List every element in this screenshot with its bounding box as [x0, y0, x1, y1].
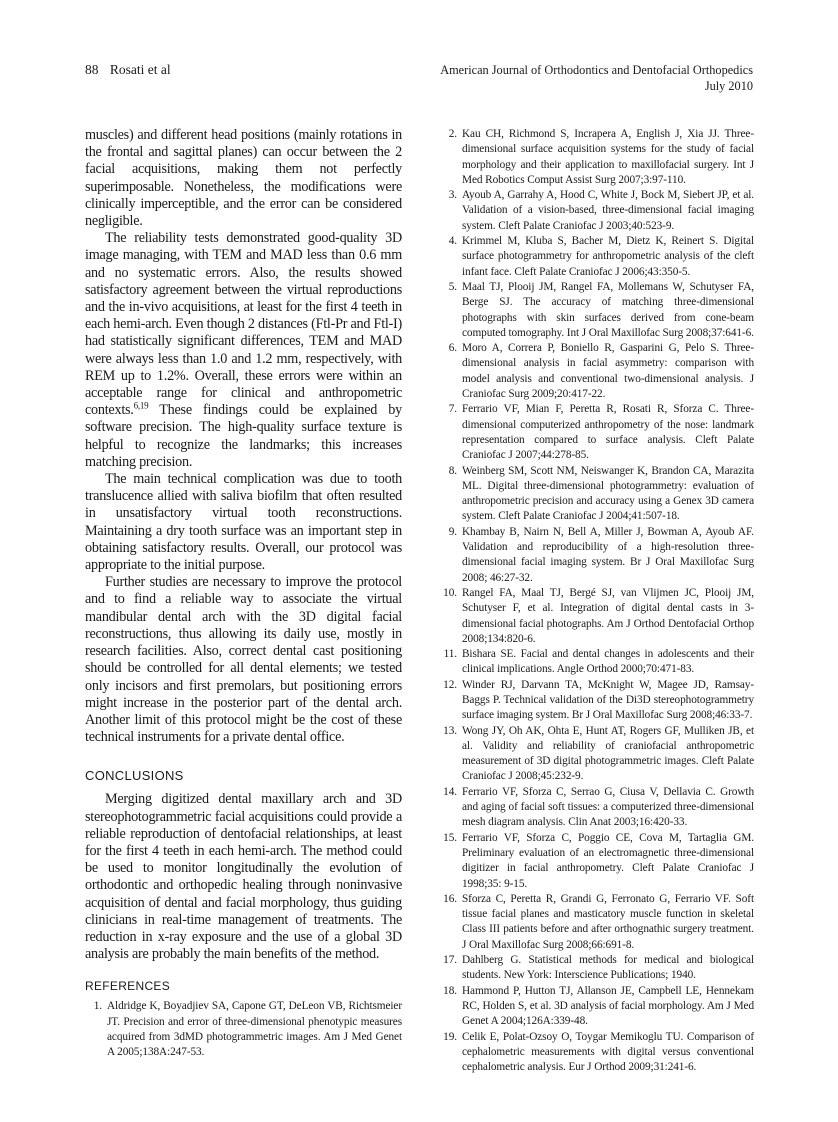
- reference-number: 6.: [448, 342, 457, 355]
- reference-text: Moro A, Correra P, Boniello R, Gasparini G, Pelo S. Three-dimensional analysis in facial asymmetry: comparison with model analysis and conventional two-dimensional analysis. J Craniofac Surg 2009;20:417-22.: [462, 342, 754, 401]
- reference-item: [440, 678, 754, 724]
- reference-number: 4.: [448, 235, 457, 248]
- conclusions-heading: CONCLUSIONS: [85, 768, 184, 784]
- reference-text: Celik E, Polat-Ozsoy O, Toygar Memikoglu TU. Comparison of cephalometric measurements with digital versus conventional cephalometric analysis. Eur J Orthod 2009;31:241-6.: [462, 1030, 754, 1074]
- conclusions-paragraph: Merging digitized dental maxillary arch and 3D stereophotogrammetric facial acquisitions could provide a reliable reproduction of dentofacial relationships, at least for the first 4 teeth in each hemi-arch. The method could be used to monitor longitudinally the evolution of orthodontic and orthopedic healing through noninvasive acquisition of dental and facial morphology, thus guiding clinicians in real-time management of treatments. The reduction in x-ray exposure and the use of a global 3D analysis are probably the main benefits of the method.: [85, 791, 402, 963]
- reference-text: Sforza C, Peretta R, Grandi G, Ferronato G, Ferrario VF. Soft tissue facial planes and masticatory muscle function in skeletal Class III patients before and after orthognathic surgery treatment. J Oral Maxillofac Surg 2008;66:691-8.: [462, 892, 754, 951]
- reference-item: [440, 586, 754, 647]
- reference-text: Kau CH, Richmond S, Incrapera A, English J, Xia JJ. Three-dimensional surface acquisition systems for the study of facial morphology and their application to maxillofacial surgery. Int J Med Robotics Comput Assist Surg 2007;3:97-110.: [462, 128, 754, 186]
- reference-item: [440, 953, 754, 984]
- reference-number: 3.: [448, 189, 457, 202]
- issue-date: July 2010: [704, 78, 753, 93]
- reference-item: [440, 464, 754, 525]
- running-header-left: [85, 62, 171, 78]
- reference-number: 11.: [443, 648, 457, 661]
- reference-number: 10.: [443, 586, 457, 599]
- reference-text: Wong JY, Oh AK, Ohta E, Hunt AT, Rogers GF, Mulliken JB, et al. Validity and reliability of craniofacial anthropometric measurement of 3D digital photogrammetric images. Cleft Palate Craniofac J 2008;45:232-9.: [462, 724, 754, 783]
- reference-number: 16.: [443, 892, 457, 905]
- reference-number: 8.: [448, 464, 457, 477]
- reference-item: [440, 234, 754, 280]
- reference-item: [440, 1030, 754, 1076]
- reference-number: 14.: [443, 785, 457, 798]
- reference-item: [440, 724, 754, 785]
- body-paragraph: Further studies are necessary to improve the protocol and to find a reliable way to associate the virtual mandibular dental arch with the 3D digital facial reconstructions, thus allowing its daily use, mostly in research facilities. Also, correct dental cast positioning should be controlled for all dental elements; we tested only incisors and first premolars, but positioning errors might increase in the posterior part of the dental arch. Another limit of this protocol might be the cost of these technical instruments for a private dental office.: [85, 574, 402, 746]
- left-column: [85, 127, 402, 1061]
- reference-text: Khambay B, Nairn N, Bell A, Miller J, Bowman A, Ayoub AF. Validation and reproducibility of a high-resolution three-dimensional facial imaging system. Br J Oral Maxillofac Surg 2008; 46:27-32.: [462, 525, 754, 584]
- reference-number: 12.: [443, 678, 457, 691]
- running-header-right: [440, 63, 753, 94]
- reference-number: 18.: [443, 984, 457, 997]
- citation: 6,19: [133, 400, 149, 411]
- reference-item: [440, 785, 754, 831]
- reference-number: 15.: [443, 831, 457, 844]
- text: These findings could be explained by software precision. The high-quality surface texture is helpful to recognize the landmarks; this increases matching precision.: [85, 402, 402, 470]
- reference-item: [440, 647, 754, 678]
- reference-number: 19.: [443, 1030, 457, 1043]
- reference-number: 9.: [448, 525, 457, 538]
- body-paragraph: The main technical complication was due to tooth translucence allied with saliva biofilm that often resulted in unsatisfactory virtual tooth reconstructions. Maintaining a dry tooth surface was an important step in obtaining satisfactory results. Overall, our protocol was appropriate to the initial purpose.: [85, 471, 402, 574]
- reference-item: [440, 984, 754, 1030]
- reference-text: Weinberg SM, Scott NM, Neiswanger K, Brandon CA, Marazita ML. Digital three-dimensional photogrammetry: evaluation of anthropometric precision and accuracy using a Genex 3D camera system. Cleft Palate Craniofac J 2004;41:507-18.: [462, 464, 754, 523]
- reference-item: [440, 280, 754, 341]
- reference-item: [440, 341, 754, 402]
- reference-item: [440, 831, 754, 892]
- reference-text: Winder RJ, Darvann TA, McKnight W, Magee JD, Ramsay-Baggs P. Technical validation of the Di3D stereophotogrammetry surface imaging system. Br J Oral Maxillofac Surg 2008;46:33-7.: [462, 678, 754, 722]
- reference-text: Rangel FA, Maal TJ, Bergé SJ, van Vlijmen JC, Plooij JM, Schutyser F, et al. Integration of digital dental casts in 3-dimensional facial photographs. Am J Orthod Dentofacial Orthop 2008;134:820-6.: [462, 586, 754, 645]
- reference-text: Aldridge K, Boyadjiev SA, Capone GT, DeLeon VB, Richtsmeier JT. Precision and error of three-dimensional phenotypic measures acquired from 3dMD photogrammetric images. Am J Med Genet A 2005;138A:247-53.: [107, 1000, 402, 1059]
- reference-item: [440, 127, 754, 188]
- reference-text: Krimmel M, Kluba S, Bacher M, Dietz K, Reinert S. Digital surface photogrammetry for anthropometric analysis of the cleft infant face. Cleft Palate Craniofac J 2006;43:350-5.: [462, 235, 754, 278]
- text: The reliability tests demonstrated good-quality 3D image managing, with TEM and MAD less than 0.6 mm and no systematic errors. Also, the results showed satisfactory agreement between the virtual reproductions and the in-vivo acquisitions, at least for the first 4 teeth in each hemi-arch. Even though 2 distances (Ftl-Pr and Ftl-I) had statistically significant differences, TEM and MAD were always less than 1.0 and 1.2 mm, respectively, with REM up to 1.2%. Overall, these errors were within an acceptable range for clinical and anthropometric contexts.: [85, 230, 402, 419]
- reference-item: [85, 999, 402, 1060]
- body-paragraph: muscles) and different head positions (mainly rotations in the frontal and sagittal planes) can occur between the 2 facial acquisitions, making them not perfectly superimposable. Nonetheless, the modifications were clinically imperceptible, and the error can be considered negligible.: [85, 127, 402, 230]
- reference-number: 1.: [93, 1000, 102, 1013]
- page-number: 88: [85, 62, 99, 77]
- reference-text: Ferrario VF, Sforza C, Serrao G, Ciusa V, Dellavia C. Growth and aging of facial soft tissues: a computerized three-dimensional mesh diagram analysis. Clin Anat 2003;16:420-33.: [462, 785, 754, 829]
- references-heading: REFERENCES: [85, 979, 171, 994]
- reference-text: Hammond P, Hutton TJ, Allanson JE, Campbell LE, Hennekam RC, Holden S, et al. 3D analysis of facial morphology. Am J Med Genet A 2004;126A:339-48.: [462, 984, 754, 1028]
- reference-item: [440, 188, 754, 234]
- reference-text: Maal TJ, Plooij JM, Rangel FA, Mollemans W, Schutyser FA, Berge SJ. The accuracy of matching three-dimensional photographs with skin surfaces derived from cone-beam computed tomography. Int J Oral Maxillofac Surg 2008;37:641-6.: [462, 280, 754, 339]
- reference-number: 13.: [443, 724, 457, 737]
- reference-item: [440, 525, 754, 586]
- reference-text: Bishara SE. Facial and dental changes in adolescents and their clinical implications. Angle Orthod 2000;70:471-83.: [462, 648, 754, 676]
- reference-text: Ferrario VF, Sforza C, Poggio CE, Cova M, Tartaglia GM. Preliminary evaluation of an electromagnetic three-dimensional digitizer in facial anthropometry. Cleft Palate Craniofac J 1998;35: 9-15.: [462, 831, 754, 890]
- reference-number: 2.: [448, 128, 457, 140]
- reference-item: [440, 892, 754, 953]
- reference-number: 5.: [448, 280, 457, 293]
- right-column: [440, 127, 754, 1075]
- reference-number: 7.: [448, 403, 457, 416]
- running-author: Rosati et al: [109, 62, 171, 77]
- reference-number: 17.: [443, 954, 457, 967]
- reference-text: Dahlberg G. Statistical methods for medical and biological students. New York: Interscience Publications; 1940.: [462, 954, 754, 982]
- body-paragraph-reliability: [85, 230, 402, 471]
- reference-item: [440, 402, 754, 463]
- reference-text: Ferrario VF, Mian F, Peretta R, Rosati R, Sforza C. Three-dimensional computerized anthropometry of the nose: landmark representation compared to surface analysis. Cleft Palate Craniofac J 2007;44:278-85.: [462, 403, 754, 462]
- journal-title: American Journal of Orthodontics and Dentofacial Orthopedics: [440, 63, 753, 77]
- reference-text: Ayoub A, Garrahy A, Hood C, White J, Bock M, Siebert JP, et al. Validation of a vision-based, three-dimensional facial imaging system. Cleft Palate Craniofac J 2003;40:523-9.: [462, 189, 754, 232]
